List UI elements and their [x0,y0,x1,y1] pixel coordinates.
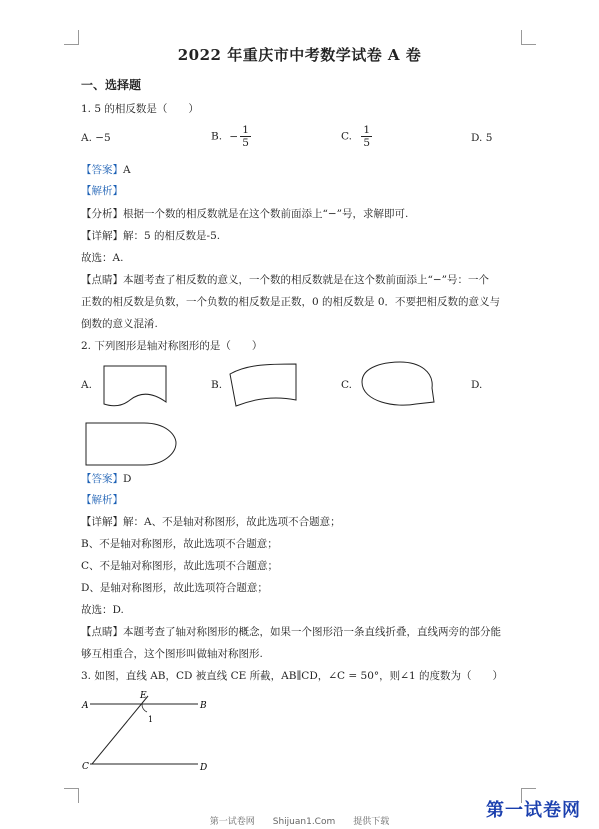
page-footer: 第一试卷网 Shijuan1.Com 提供下载 [209,817,390,827]
q3-label-d: D [200,763,208,773]
q1-stem: 1. 5 的相反数是（ ） [81,103,199,115]
q2-shape-a [100,362,172,410]
q2-line-c: C、不是轴对称图形，故此选项不合题意； [81,560,279,572]
q3-figure [80,690,220,778]
q1-answer [81,163,131,177]
q2-option-b-label: B. [211,379,223,391]
corner-mark-top-right [521,30,536,45]
q2-dianjing-tag: 【点睛】 [81,626,123,638]
q1-dianjing-tag: 【点睛】 [81,274,123,286]
q1-answer-tag: 【答案】 [81,164,123,176]
q1-analysis-tag: 【解析】 [81,185,123,197]
q1-option-d: D. 5 [471,132,493,144]
section-heading: 一、选择题 [81,78,142,92]
q3-stem: 3. 如图，直线 AB，CD 被直线 CE 所截，AB∥CD，∠C = 50°，则∠1 的度数为（ ） [81,670,503,682]
q3-label-angle1: 1 [148,715,154,724]
q1-option-b-fraction [240,124,251,149]
q2-line-d: D、是轴对称图形，故此选项符合题意； [81,582,268,594]
q2-shape-c [356,358,440,410]
q2-choose: 故选：D. [81,604,124,616]
q1-fenxi-text: 根据一个数的相反数就是在这个数前面添上“−”号，求解即可. [123,208,409,220]
q3-label-c: C [82,762,89,772]
q2-xiangjie-text: 解：A、不是轴对称图形，故此选项不合题意； [123,516,341,528]
q2-answer-tag: 【答案】 [81,473,123,485]
q1-option-b-label: B. [211,130,223,143]
q1-option-c [341,124,372,149]
q2-stem: 2. 下列图形是轴对称图形的是（ ） [81,340,263,352]
q1-option-c-label: C. [341,130,352,143]
q2-answer [81,472,131,486]
q2-option-c-label: C. [341,379,352,391]
q1-option-c-fraction [361,124,372,149]
q1-xiangjie-tag: 【详解】 [81,230,123,242]
q1-fenxi [81,207,408,221]
q1-option-b-sign: − [229,130,239,143]
q3-label-e: E [140,691,147,701]
q1-option-b-numerator: 1 [242,124,249,136]
q3-angle-arc [142,704,147,712]
q2-line-b: B、不是轴对称图形，故此选项不合题意； [81,538,278,550]
q2-shape-b [226,360,302,410]
q1-xiangjie [81,229,220,243]
q1-xiangjie-text: 解：5 的相反数是-5. [123,230,221,242]
q1-dianjing-line2: 正数的相反数是负数，一个负数的相反数是正数，0 的相反数是 0．不要把相反数的意义与 [81,296,501,308]
q2-dianjing-line1 [81,625,501,639]
q1-option-b-denominator: 5 [242,137,249,149]
q1-dianjing-line3: 倒数的意义混淆. [81,318,158,330]
q2-option-a-label: A. [81,379,92,391]
q1-option-c-denominator: 5 [363,137,371,149]
corner-mark-bottom-left [64,788,79,803]
q3-line-ce [92,696,148,764]
watermark-logo: 第一试卷网 [486,800,581,821]
q1-dianjing-line1 [81,273,489,287]
q2-xiangjie [81,515,341,529]
q2-analysis-tag: 【解析】 [81,494,123,506]
q2-answer-value: D [123,473,132,485]
q1-option-c-numerator: 1 [363,124,371,136]
q2-dianjing-line2: 够互相重合，这个图形叫做轴对称图形. [81,648,263,660]
q1-dianjing-text1: 本题考查了相反数的意义，一个数的相反数就是在这个数前面添上“−”号：一个 [123,274,490,286]
q2-dianjing-text1: 本题考查了轴对称图形的概念，如果一个图形沿一条直线折叠，直线两旁的部分能 [123,626,501,638]
q2-shape-d [84,421,180,467]
q1-fenxi-tag: 【分析】 [81,208,123,220]
q2-option-d-label: D. [471,379,483,391]
q3-label-a: A [82,701,89,711]
q1-option-b [211,124,251,149]
q1-choose: 故选：A. [81,252,124,264]
q3-label-b: B [200,701,207,711]
q2-xiangjie-tag: 【详解】 [81,516,123,528]
q1-option-a: A. −5 [81,132,111,144]
page-title: 2022 年重庆市中考数学试卷 A 卷 [177,46,422,64]
corner-mark-top-left [64,30,79,45]
q1-answer-value: A [123,164,131,176]
